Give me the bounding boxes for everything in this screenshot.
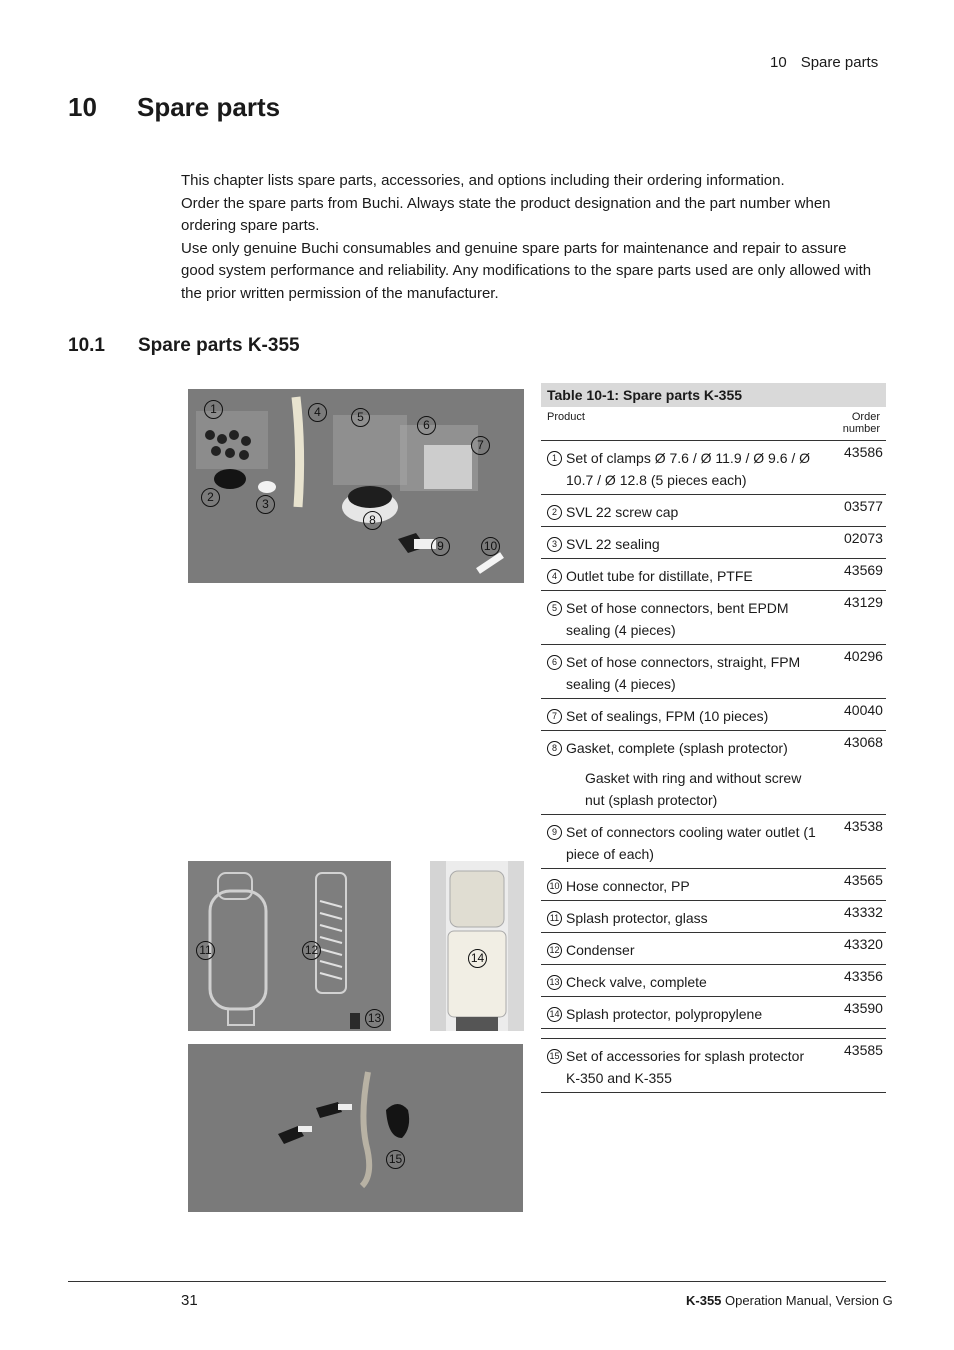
item-number-badge: 7: [547, 709, 562, 724]
photo-spare-parts-small: [188, 389, 524, 583]
table-header-row: [541, 407, 886, 441]
callout-12: 12: [302, 941, 321, 960]
table-row: [541, 591, 886, 645]
product-cell: [541, 1039, 824, 1092]
photo-glass-parts: [188, 861, 391, 1031]
item-number-badge: 6: [547, 655, 562, 670]
order-number: 43590: [824, 997, 886, 1029]
product-name: [566, 597, 820, 641]
product-name-text: Outlet tube for distillate, PTFE: [566, 568, 753, 584]
callout-9: 9: [431, 537, 450, 556]
table-row: [541, 731, 886, 815]
product-name-text: Set of sealings, FPM (10 pieces): [566, 708, 769, 724]
callout-10: 10: [481, 537, 500, 556]
footer-doc: Operation Manual, Version G: [725, 1293, 893, 1308]
running-head-number: 10: [770, 54, 787, 71]
spare-parts-table: [541, 383, 886, 1029]
product-name: [566, 705, 820, 727]
callout-8: 8: [363, 511, 382, 530]
product-cell: [541, 731, 824, 814]
product-name-text: SVL 22 sealing: [566, 536, 660, 552]
product-cell: [541, 559, 824, 590]
product-cell: [541, 591, 824, 644]
item-number-badge: 14: [547, 1007, 562, 1022]
product-name: [566, 875, 820, 897]
order-number: 43569: [824, 559, 886, 591]
product-cell: [541, 815, 824, 868]
product-name-text: Set of clamps Ø 7.6 / Ø 11.9 / Ø 9.6 / Ø 10.7 / Ø 12.8 (5 pieces each): [566, 450, 811, 488]
product-name-text: Set of hose connectors, bent EPDM sealing (4 pieces): [566, 600, 789, 638]
col-order-header: Order number: [824, 407, 886, 441]
product-name: [566, 533, 820, 555]
item-number-badge: 9: [547, 825, 562, 840]
callout-6: 6: [417, 416, 436, 435]
callout-7: 7: [471, 436, 490, 455]
product-cell: [541, 645, 824, 698]
table-row: [541, 933, 886, 965]
photo-pp-splash-protector-drawing: [430, 861, 524, 1031]
order-number: 43565: [824, 869, 886, 901]
item-number-badge: 8: [547, 741, 562, 756]
callout-1: 1: [204, 400, 223, 419]
item-number-badge: 1: [547, 451, 562, 466]
callout-11: 11: [196, 941, 215, 960]
table-row: [541, 997, 886, 1029]
product-cell: [541, 933, 824, 964]
page-number: 31: [181, 1292, 198, 1309]
running-head-title: Spare parts: [800, 54, 879, 71]
item-number-badge: 11: [547, 911, 562, 926]
product-cell: [541, 965, 824, 996]
product-name: Set of accessories for splash protector K-350 and K-355: [566, 1048, 805, 1086]
table-row: [541, 527, 886, 559]
table-row: [541, 901, 886, 933]
order-number: 43538: [824, 815, 886, 869]
callout-2: 2: [201, 488, 220, 507]
item-number-badge: 10: [547, 879, 562, 894]
table-row: [541, 699, 886, 731]
item-number-badge: 15: [547, 1049, 562, 1064]
product-name: [566, 939, 820, 961]
order-number: 43585: [824, 1039, 886, 1093]
table-row: [541, 1039, 886, 1093]
table-row: [541, 559, 886, 591]
product-name: [566, 737, 820, 811]
col-product-header: Product: [541, 407, 824, 441]
product-name: [566, 971, 820, 993]
product-name: [566, 565, 820, 587]
order-number: 43320: [824, 933, 886, 965]
section-title: [68, 335, 300, 357]
footer-rule: [68, 1281, 886, 1282]
callout-5: 5: [351, 408, 370, 427]
order-number: 02073: [824, 527, 886, 559]
item-number-badge: 13: [547, 975, 562, 990]
table-row: [541, 869, 886, 901]
item-number-badge: 4: [547, 569, 562, 584]
table-row: [541, 965, 886, 997]
product-name: [566, 1003, 820, 1025]
product-name-text: Set of hose connectors, straight, FPM sealing (4 pieces): [566, 654, 801, 692]
item-number-badge: 2: [547, 505, 562, 520]
table-caption: Table 10-1: Spare parts K-355: [541, 383, 886, 407]
product-cell: [541, 441, 824, 494]
accessories-table: [541, 1038, 886, 1093]
product-name: [566, 821, 820, 865]
callout-3: 3: [256, 495, 275, 514]
section-title-text: Spare parts K-355: [138, 335, 300, 356]
product-name-text: Splash protector, polypropylene: [566, 1006, 763, 1022]
product-name-text: Check valve, complete: [566, 974, 707, 990]
product-name-text: Gasket, complete (splash protector): [566, 740, 788, 756]
photo-pp-splash-protector: [430, 861, 524, 1031]
product-cell: [541, 699, 824, 730]
order-number: 43586: [824, 441, 886, 495]
chapter-title: [68, 92, 280, 123]
product-cell: [541, 901, 824, 932]
product-cell: [541, 495, 824, 526]
order-number: 43356: [824, 965, 886, 997]
callout-13: 13: [365, 1009, 384, 1028]
order-number: 03577: [824, 495, 886, 527]
product-cell: [541, 869, 824, 900]
product-name: [566, 501, 820, 523]
order-number: 43129: [824, 591, 886, 645]
product-name-text: SVL 22 screw cap: [566, 504, 679, 520]
item-number-badge: 5: [547, 601, 562, 616]
intro-paragraph: This chapter lists spare parts, accessories, and options including their ordering information.: [181, 172, 785, 189]
photo-accessories-drawing: [188, 1044, 523, 1212]
table-row: [541, 645, 886, 699]
chapter-number: 10: [68, 92, 97, 122]
order-number: 43332: [824, 901, 886, 933]
order-number: 40296: [824, 645, 886, 699]
photo-glass-parts-drawing: [188, 861, 391, 1031]
item-number-badge: 3: [547, 537, 562, 552]
running-head: [770, 54, 878, 71]
product-note: Gasket with ring and without screw nut (splash protector): [585, 770, 802, 808]
table-caption-row: [541, 383, 886, 407]
callout-4: 4: [308, 403, 327, 422]
order-number: 40040: [824, 699, 886, 731]
table-row: [541, 441, 886, 495]
table-row: [541, 815, 886, 869]
intro-paragraph: Use only genuine Buchi consumables and genuine spare parts for maintenance and repair to assure good system performance and reliability. Any modifications to the spare parts used are only allowed with the prior written permission of the manufacturer.: [181, 239, 872, 302]
product-name: [566, 907, 820, 929]
product-name-text: Condenser: [566, 942, 635, 958]
product-name: [566, 651, 820, 695]
intro-text: [181, 170, 881, 305]
callout-15: 15: [386, 1150, 405, 1169]
table-row: [541, 495, 886, 527]
product-name-text: Set of connectors cooling water outlet (1 piece of each): [566, 824, 816, 862]
order-number: 43068: [824, 731, 886, 815]
section-number: 10.1: [68, 335, 105, 356]
product-cell: [541, 527, 824, 558]
item-number-badge: 12: [547, 943, 562, 958]
product-name-text: Splash protector, glass: [566, 910, 708, 926]
footer-doc-title: [686, 1293, 893, 1308]
chapter-title-text: Spare parts: [137, 92, 281, 122]
product-name-text: Hose connector, PP: [566, 878, 690, 894]
product-cell: [541, 997, 824, 1028]
product-name: [566, 447, 820, 491]
intro-paragraph: Order the spare parts from Buchi. Always state the product designation and the part number when ordering spare parts.: [181, 194, 831, 234]
photo-accessories: [188, 1044, 523, 1212]
footer-model: K-355: [686, 1293, 722, 1308]
callout-14: 14: [468, 949, 487, 968]
